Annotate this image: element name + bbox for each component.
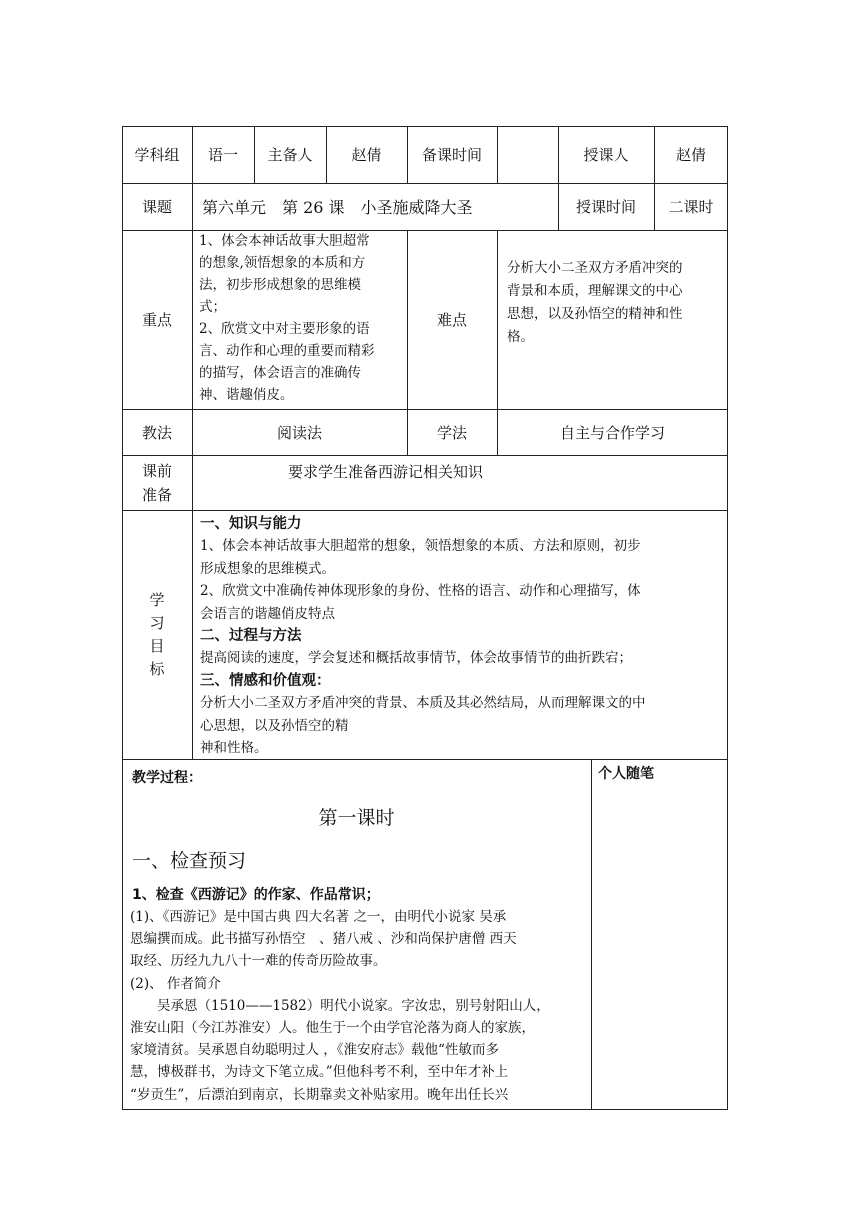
sub-title: 1、检查《西游记》的作家、作品常识；: [132, 887, 380, 903]
difficulty-line: 思想，以及孙悟空的精神和性: [507, 306, 683, 322]
objective-line: 分析大小二圣双方矛盾冲突的背景、本质及其必然结局，从而理解课文的中: [200, 695, 646, 712]
key-point-line: 2、欣赏文中对主要形象的语: [199, 321, 370, 337]
teaching-method-value: 阅读法: [276, 423, 322, 442]
objective-line: 心思想，以及孙悟空的精: [200, 717, 349, 734]
teacher-label: 授课人: [583, 146, 629, 164]
teacher-value: 赵倩: [675, 146, 706, 164]
key-point-line: 神、谐趣俏皮。: [199, 387, 294, 403]
objective-line: 会语言的谐趣俏皮特点: [200, 605, 335, 622]
learning-method-label: 学法: [436, 423, 467, 442]
process-line: 吴承恩（1510——1582）明代小说家。字汝忠，别号射阳山人，: [130, 997, 550, 1014]
process-line: “岁贡生”，后漂泊到南京，长期靠卖文补贴家用。晚年出任长兴: [130, 1086, 509, 1103]
objectives-label-char: 目: [149, 636, 165, 655]
notes-label: 个人随笔: [598, 766, 654, 782]
objective-heading: 一、知识与能力: [200, 516, 302, 532]
preparation-label-line: 准备: [141, 485, 172, 504]
difficulty-line: 格。: [507, 329, 534, 345]
section-title: 一、检查预习: [132, 850, 247, 872]
preparation-label: [122, 455, 192, 510]
teaching-method-label: 教法: [141, 423, 172, 442]
learning-method-value: 自主与合作学习: [559, 423, 665, 442]
preparation-value: 要求学生准备西游记相关知识: [288, 463, 484, 481]
prep-time-label: 备课时间: [421, 146, 482, 164]
row-divider: [122, 455, 728, 456]
prep-time-value: [497, 126, 558, 183]
process-line: 取经、历经九九八十一难的传奇历险故事。: [130, 953, 387, 970]
objectives-text: [200, 513, 724, 759]
process-line: (2)、 作者简介: [130, 975, 221, 992]
process-body: [130, 906, 592, 1106]
process-line: 慧，博极群书，为诗文下笔立成。”但他科考不利，至中年才补上: [130, 1064, 509, 1081]
objective-line: 2、欣赏文中准确传神体现形象的身份、性格的语言、动作和心理描写，体: [200, 583, 641, 600]
objectives-label-char: 标: [149, 659, 165, 678]
key-point-line: 1、体会本神话故事大胆超常: [199, 233, 370, 249]
class-time-value: 二课时: [668, 198, 714, 216]
objectives-label-char: 学: [149, 590, 165, 609]
objective-line: 1、体会本神话故事大胆超常的想象，领悟想象的本质、方法和原则，初步: [200, 538, 641, 555]
preparer-label: 主备人: [267, 146, 313, 164]
lesson-title: 第一课时: [318, 807, 395, 829]
objective-line: 提高阅读的速度，学会复述和概括故事情节，体会故事情节的曲折跌宕；: [200, 650, 632, 667]
subject-group-value: 语一: [207, 146, 238, 164]
process-title: 教学过程：: [132, 770, 202, 786]
process-line: (1)、《西游记》是中国古典 四大名著 之一，由明代小说家 吴承: [130, 909, 507, 925]
subject-group-label: 学科组: [134, 146, 180, 164]
key-points-label: 重点: [141, 311, 172, 329]
key-point-line: 式；: [199, 299, 226, 315]
process-line: 恩编撰而成。此书描写孙悟空 、猪八戒 、沙和尚保护唐僧 西天: [130, 931, 517, 948]
objective-line: 形成想象的思维模式。: [200, 560, 335, 577]
key-points-text: [199, 230, 405, 406]
topic-value: 第六单元 第 26 课 小圣施威降大圣: [202, 198, 473, 217]
key-point-line: 的描写，体会语言的准确传: [199, 365, 361, 381]
class-time-label: 授课时间: [575, 198, 636, 216]
preparation-label-line: 课前: [141, 461, 172, 480]
objective-heading: 二、过程与方法: [200, 628, 302, 645]
process-line: 家境清贫。吴承恩自幼聪明过人 ，《淮安府志》载他“性敏而多: [130, 1042, 499, 1059]
objective-line: 神和性格。: [200, 740, 268, 757]
objective-heading: 三、情感和价值观：: [200, 672, 331, 689]
key-point-line: 言、动作和心理的重要而精彩: [199, 343, 375, 359]
objectives-label: [122, 510, 192, 759]
difficulty-line: 分析大小二圣双方矛盾冲突的: [507, 260, 683, 276]
key-point-line: 的想象,领悟想象的本质和方: [199, 255, 366, 271]
difficulty-line: 背景和本质，理解课文的中心: [507, 283, 683, 299]
preparer-value: 赵倩: [351, 146, 382, 164]
key-point-line: 法，初步形成想象的思维模: [199, 277, 361, 293]
topic-label: 课题: [141, 198, 172, 216]
difficulty-label: 难点: [436, 311, 467, 329]
row-divider: [122, 510, 728, 511]
difficulty-text: [507, 257, 725, 349]
process-line: 淮安山阳（今江苏淮安）人。他生于一个由学官沦落为商人的家族，: [130, 1020, 535, 1037]
objectives-label-char: 习: [149, 613, 165, 632]
